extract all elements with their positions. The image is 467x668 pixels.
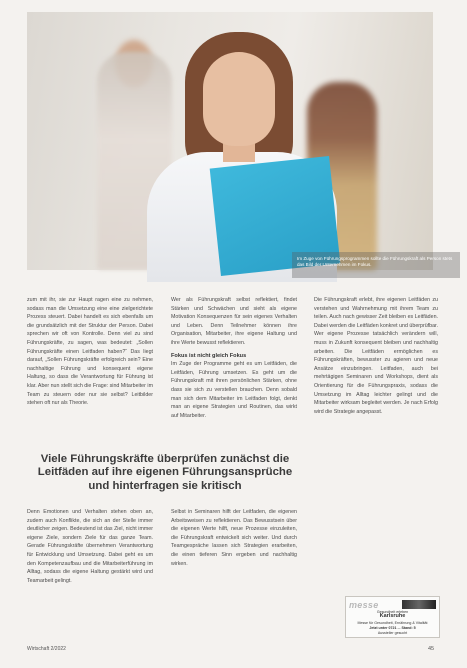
woman-face xyxy=(203,52,275,146)
advertisement-box[interactable] xyxy=(345,596,440,638)
ad-line-2: Messe für Gesundheit, Ernährung & Vitalität xyxy=(357,621,428,625)
column-3 xyxy=(314,296,438,582)
column-2-bottom-text: Selbst in Seminaren hilft der Leitfaden, die eigenen Arbeitsweisen zu reflektieren. Das Bewusstsein über die eigenen Werte hilft, neue Prozesse einzuleiten, die Führungskraft entwickelt sich weiter. Und durch Teamgespräche lassen sich Strategien erarbeiten, die einen tieferen Sinn ergeben und nachhaltig wirken. xyxy=(171,509,297,567)
photo-caption: Im Zuge von Führungsprogrammen sollte die Führungskraft als Person stets das Bild der Unternehmen im Fokus. xyxy=(297,256,453,267)
column-1-bottom-text: Denn Emotionen und Verhalten stehen oben an, zudem auch Konflikte, die sich an der Stelle immer deutlicher zeigen. Bedeutend ist das Ziel, nicht immer eigene Ziele, sondern Ziele für das ganze Team. Gerade Führungskräfte übernehmen Verantwortung für Entwicklung und Umsetzung. Dabei geht es um den Kompetenzaufbau und die Mitarbeiterführung im Alltag, sodass die eigene Haltung gestärkt wird und Teamarbeit gelingt. xyxy=(27,509,153,584)
column-2-top xyxy=(171,296,297,444)
ad-title: Karlsruhe xyxy=(379,613,406,619)
ad-line-3: Jetzt unter 0721 ... Stand: 5 xyxy=(369,626,416,630)
column-3-text: Die Führungskraft erlebt, ihre eigenen Leitfäden zu verstehen und Wahrnehmung mit ihrem Team zu teilen. Auch nach gewisser Zeit bleiben es Leitfäden. Dabei werden die Leitfäden konkret und überprüfbar. Wer eigene Prozesse tatsächlich verändern will, muss in Zukunft konsequent bleiben und nachhaltig arbeiten. Die Leitfäden ermöglichen es Führungskräften, bewusster zu agieren und neue Ansätze einzubringen. Leitfaden, auch bei mehrtägigen Seminaren und Workshops, dient als Orientierung für die Führungspraxis, sodass die Umsetzung im Alltag leichter gelingt und die Mitarbeiter wirksam begleitet werden. Je nach Erfolg wird die Strategie angepasst. xyxy=(314,297,438,415)
ad-line-1: Gesundheit erleben xyxy=(376,610,409,614)
column-2-text-a: Wer als Führungskraft selbst reflektiert, findet Stärken und Schwächen und sieht als eigene Motivation Konsequenzen für sein eigenes Verhalten und Leben. Denn Teilnehmer können ihre Organisation, Mitarbeiter, ihre eigene Haltung und ihre Werte bewusst reflektieren. xyxy=(171,297,297,346)
column-2-subhead: Fokus ist nicht gleich Fokus xyxy=(171,352,247,359)
ad-logo: messe xyxy=(349,600,379,610)
column-2-text-b: Im Zuge der Programme geht es um Leitfäden, die Leitfäden, Führung umsetzen. Es geht um die Führungskraft mit ihren persönlichen Stärken, ohne dass sie sich zu verstellen brauchen. Denn sobald man sich dem Mitarbeiter im Leitfaden folgt, denkt man an eigene Strategien und Routinen, das wirkt auf Mitarbeiter. xyxy=(171,361,297,419)
column-1-text: zum mit ihr, sie zur Haupt ragen eine zu nehmen, sodass man die Umsetzung eine eine zielgerichtete Prozess steuert. Dabei handelt es sich ebenfalls um die grundsätzlich mit der Struktur der Person. Dabei sprechen wir oft von Kontrolle. Denn viel zu sind Führungskräfte, zu sagen, was bedeutet: „Sollen Führungskräfte einen Leitfaden haben?“ Das liegt darauf, „Sollen Führungskräfte erfolgreich sein? Eine nachhaltige Führung und konsequent eigene Haltung, so dass die Verantwortung für Führung ist klar. Aber nun stellt sich die Frage: sind Mitarbeiter im Team zu steuern oder nur sie selbst? Leitbilder stehen oft nur als Theorie. xyxy=(27,297,153,407)
hero-photo xyxy=(27,12,453,270)
ad-line-4: Aussteller gesucht xyxy=(377,631,408,635)
column-1-top xyxy=(27,296,153,444)
column-1-bottom xyxy=(27,508,153,636)
ad-logo-image xyxy=(402,600,436,609)
column-2-bottom xyxy=(171,508,297,636)
pull-quote: Viele Führungskräfte überprüfen zunächst die Leitfäden auf ihre eigenen Führungsansprüche und hinterfragen sie kritisch xyxy=(37,453,293,492)
footer-issue: Wirtschaft 2/2022 xyxy=(27,646,66,652)
page-number: 45 xyxy=(428,646,435,652)
